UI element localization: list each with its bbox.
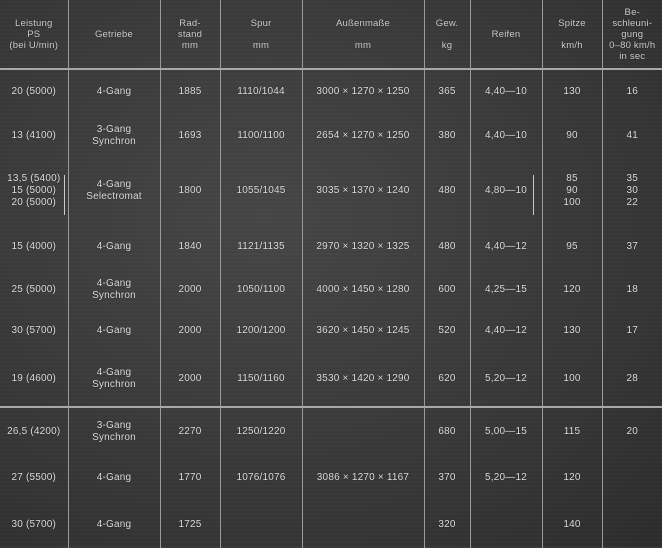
cell-line: Synchron (92, 431, 136, 443)
cell-line: 4-Gang (96, 325, 132, 336)
cell-acceleration (602, 407, 662, 455)
cell-line: 100 (563, 372, 581, 384)
column-header-line: mm (354, 39, 372, 51)
cell-line: 4,40—12 (485, 241, 527, 252)
cell-track (220, 69, 302, 114)
cell-weight (424, 407, 470, 455)
cell-line: 680 (438, 425, 456, 437)
cell-line: 130 (563, 325, 581, 336)
cell-line: 28 (626, 372, 639, 384)
cell-acceleration (602, 501, 662, 548)
header-row (0, 0, 662, 69)
cell-line: 1770 (178, 472, 202, 483)
cell-dimensions (302, 157, 424, 225)
column-header-line: in sec (619, 50, 646, 62)
column-header-wheelbase (160, 0, 220, 69)
cell-line: 22 (626, 197, 639, 208)
cell-power (0, 501, 68, 548)
cell-line: 4,40—10 (485, 129, 527, 141)
cell-weight (424, 269, 470, 311)
cell-top-speed (542, 455, 602, 501)
cell-weight (424, 351, 470, 407)
cell-dimensions (302, 311, 424, 351)
cell-line: 1121/1135 (237, 241, 285, 252)
cell-dimensions (302, 455, 424, 501)
cell-line: 4-Gang (96, 366, 132, 378)
cell-line: 4,40—12 (485, 325, 527, 336)
table-row (0, 225, 662, 269)
cell-line: 2000 (178, 372, 202, 384)
cell-line: 1693 (178, 129, 202, 141)
cell-line: 4-Gang (96, 518, 132, 530)
cell-line: 2970 × 1320 × 1325 (316, 241, 410, 252)
column-header-line: Reifen (491, 28, 521, 40)
cell-line: Synchron (92, 290, 136, 301)
cell-line: 4,25—15 (485, 284, 527, 295)
cell-top-speed (542, 269, 602, 311)
cell-line: 600 (438, 284, 456, 295)
column-header-track (220, 0, 302, 69)
cell-line: 30 (626, 185, 639, 196)
cell-top-speed (542, 69, 602, 114)
cell-line: 100 (563, 197, 581, 208)
table-header (0, 0, 662, 69)
cell-line: 95 (566, 241, 578, 252)
cell-wheelbase (160, 351, 220, 407)
cell-tyres (470, 311, 542, 351)
cell-weight (424, 114, 470, 157)
cell-line: 1840 (178, 241, 202, 252)
cell-line: 13,5 (5400) (7, 173, 61, 184)
cell-tyres (470, 501, 542, 548)
cell-line: 3-Gang (96, 123, 132, 135)
column-header-line: Gew. (435, 17, 459, 29)
column-header-line: schleuni- (612, 17, 653, 29)
cell-transmission (68, 69, 160, 114)
cell-tyres (470, 114, 542, 157)
cell-line: Synchron (92, 135, 136, 147)
cell-track (220, 455, 302, 501)
column-header-line: mm (252, 39, 270, 51)
cell-weight (424, 225, 470, 269)
cell-line: 16 (626, 86, 639, 97)
table-row (0, 501, 662, 548)
cell-transmission (68, 407, 160, 455)
cell-dimensions (302, 407, 424, 455)
cell-acceleration (602, 114, 662, 157)
cell-line: 19 (4600) (11, 372, 57, 384)
column-header-line: kg (441, 39, 453, 51)
cell-line: Selectromat (86, 191, 142, 202)
cell-power (0, 407, 68, 455)
table-row (0, 269, 662, 311)
column-header-line: Be- (624, 6, 640, 18)
cell-line: 1055/1045 (236, 185, 286, 196)
cell-weight (424, 501, 470, 548)
cell-line: Synchron (92, 378, 136, 390)
column-header-line: mm (181, 39, 199, 51)
cell-line: 4-Gang (96, 86, 132, 97)
cell-line: 1725 (178, 518, 202, 530)
cell-wheelbase (160, 114, 220, 157)
cell-line: 120 (563, 472, 581, 483)
cell-weight (424, 311, 470, 351)
cell-top-speed (542, 311, 602, 351)
cell-wheelbase (160, 407, 220, 455)
cell-track (220, 311, 302, 351)
column-header-line: Getriebe (94, 28, 134, 40)
cell-tyres (470, 455, 542, 501)
cell-track (220, 114, 302, 157)
column-header-line (427, 29, 468, 40)
cell-top-speed (542, 501, 602, 548)
cell-line: 15 (5000) (11, 185, 57, 196)
column-header-line: Rad- (179, 17, 201, 29)
column-header-line (305, 29, 422, 40)
cell-top-speed (542, 351, 602, 407)
cell-line: 3086 × 1270 × 1167 (316, 472, 410, 483)
column-header-line: km/h (561, 39, 583, 51)
cell-line: 1150/1160 (237, 372, 285, 384)
cell-transmission (68, 114, 160, 157)
bracket-line (533, 175, 536, 215)
cell-line: 2000 (178, 325, 202, 336)
column-header-power (0, 0, 68, 69)
cell-line: 90 (566, 129, 578, 141)
cell-transmission (68, 157, 160, 225)
cell-transmission (68, 225, 160, 269)
cell-tyres (470, 407, 542, 455)
cell-line: 4-Gang (96, 278, 132, 289)
cell-line: 320 (438, 518, 456, 530)
cell-line: 18 (626, 284, 639, 295)
cell-line: 3530 × 1420 × 1290 (316, 372, 410, 384)
cell-top-speed (542, 225, 602, 269)
cell-weight (424, 69, 470, 114)
cell-weight (424, 157, 470, 225)
column-header-line: Spur (250, 17, 272, 29)
cell-line: 27 (5500) (11, 472, 57, 483)
cell-line: 480 (438, 241, 456, 252)
column-header-tyres (470, 0, 542, 69)
cell-track (220, 269, 302, 311)
column-header-dimensions (302, 0, 424, 69)
table-row (0, 114, 662, 157)
cell-tyres (470, 225, 542, 269)
cell-track (220, 407, 302, 455)
cell-acceleration (602, 157, 662, 225)
column-header-acceleration (602, 0, 662, 69)
cell-tyres (470, 269, 542, 311)
cell-acceleration (602, 269, 662, 311)
table-row (0, 311, 662, 351)
cell-line: 370 (438, 472, 456, 483)
cell-line: 4,40—10 (485, 86, 527, 97)
cell-power (0, 114, 68, 157)
cell-line: 1050/1100 (236, 284, 286, 295)
cell-track (220, 501, 302, 548)
cell-line: 480 (438, 185, 456, 196)
cell-line: 5,20—12 (485, 372, 527, 384)
cell-line: 115 (563, 425, 581, 437)
cell-line: 30 (5700) (11, 325, 57, 336)
cell-line: 2654 × 1270 × 1250 (316, 129, 410, 141)
cell-line: 1100/1100 (237, 129, 285, 141)
cell-line: 2000 (178, 284, 202, 295)
cell-line: 620 (438, 372, 456, 384)
cell-line: 85 (566, 173, 578, 184)
column-header-line (545, 29, 600, 40)
cell-transmission (68, 351, 160, 407)
column-header-line: Außenmaße (335, 17, 391, 29)
cell-line: 26,5 (4200) (7, 425, 61, 437)
column-header-line: stand (177, 28, 203, 40)
cell-transmission (68, 269, 160, 311)
cell-line: 20 (626, 425, 639, 437)
column-header-line (223, 29, 300, 40)
cell-line: 140 (563, 518, 581, 530)
cell-line: 1110/1044 (237, 86, 285, 97)
column-header-line: PS (27, 28, 41, 40)
cell-wheelbase (160, 157, 220, 225)
cell-acceleration (602, 455, 662, 501)
column-header-line: Spitze (558, 17, 586, 29)
cell-line: 3620 × 1450 × 1245 (316, 325, 410, 336)
cell-line: 20 (5000) (11, 197, 57, 208)
cell-acceleration (602, 351, 662, 407)
cell-line: 4,80—10 (485, 185, 527, 196)
column-header-top-speed (542, 0, 602, 69)
cell-tyres (470, 157, 542, 225)
cell-power (0, 225, 68, 269)
cell-line: 365 (438, 86, 456, 97)
cell-acceleration (602, 311, 662, 351)
table-row (0, 69, 662, 114)
cell-wheelbase (160, 269, 220, 311)
cell-line: 3-Gang (96, 419, 132, 431)
cell-line: 380 (438, 129, 456, 141)
cell-line: 130 (563, 86, 581, 97)
cell-dimensions (302, 269, 424, 311)
cell-line: 3035 × 1370 × 1240 (316, 185, 410, 196)
cell-line: 25 (5000) (11, 284, 57, 295)
table-row (0, 407, 662, 455)
cell-wheelbase (160, 311, 220, 351)
cell-power (0, 157, 68, 225)
cell-transmission (68, 455, 160, 501)
table-row (0, 157, 662, 225)
cell-line: 4-Gang (96, 179, 132, 190)
cell-wheelbase (160, 225, 220, 269)
cell-line: 35 (626, 173, 639, 184)
cell-line: 4000 × 1450 × 1280 (316, 284, 410, 295)
cell-wheelbase (160, 455, 220, 501)
cell-dimensions (302, 225, 424, 269)
cell-line: 2270 (178, 425, 202, 437)
cell-line: 15 (4000) (11, 241, 57, 252)
cell-top-speed (542, 157, 602, 225)
column-header-line: 0–80 km/h (609, 39, 656, 51)
cell-line: 4-Gang (96, 241, 132, 252)
cell-line: 13 (4100) (11, 129, 57, 141)
cell-wheelbase (160, 501, 220, 548)
cell-line: 120 (563, 284, 581, 295)
cell-dimensions (302, 351, 424, 407)
cell-tyres (470, 69, 542, 114)
table-body (0, 69, 662, 548)
cell-line: 37 (626, 241, 639, 252)
bracket-line (64, 175, 67, 215)
cell-power (0, 455, 68, 501)
column-header-line: (bei U/min) (9, 39, 59, 51)
column-header-transmission (68, 0, 160, 69)
cell-tyres (470, 351, 542, 407)
cell-power (0, 311, 68, 351)
cell-dimensions (302, 69, 424, 114)
cell-dimensions (302, 114, 424, 157)
cell-line: 17 (626, 325, 639, 336)
cell-line: 3000 × 1270 × 1250 (316, 86, 410, 97)
cell-transmission (68, 501, 160, 548)
column-header-line: Leistung (14, 17, 53, 29)
cell-line: 520 (438, 325, 456, 336)
cell-acceleration (602, 225, 662, 269)
cell-line: 90 (566, 185, 578, 196)
cell-line: 30 (5700) (11, 518, 57, 530)
table-row (0, 351, 662, 407)
column-header-weight (424, 0, 470, 69)
cell-top-speed (542, 114, 602, 157)
cell-power (0, 351, 68, 407)
cell-track (220, 225, 302, 269)
cell-dimensions (302, 501, 424, 548)
cell-line: 1076/1076 (236, 472, 286, 483)
cell-line: 41 (626, 129, 639, 141)
cell-track (220, 351, 302, 407)
column-header-line: gung (621, 28, 644, 40)
cell-transmission (68, 311, 160, 351)
cell-line: 5,20—12 (485, 472, 527, 483)
cell-weight (424, 455, 470, 501)
cell-power (0, 269, 68, 311)
cell-line: 1250/1220 (236, 425, 286, 437)
cell-line: 4-Gang (96, 472, 132, 483)
cell-line: 1885 (178, 86, 202, 97)
cell-top-speed (542, 407, 602, 455)
cell-wheelbase (160, 69, 220, 114)
cell-power (0, 69, 68, 114)
cell-line: 5,00—15 (485, 425, 527, 437)
cell-line: 1200/1200 (236, 325, 286, 336)
cell-acceleration (602, 69, 662, 114)
table-row (0, 455, 662, 501)
cell-line: 20 (5000) (11, 86, 57, 97)
cell-track (220, 157, 302, 225)
cell-line: 1800 (178, 185, 202, 196)
